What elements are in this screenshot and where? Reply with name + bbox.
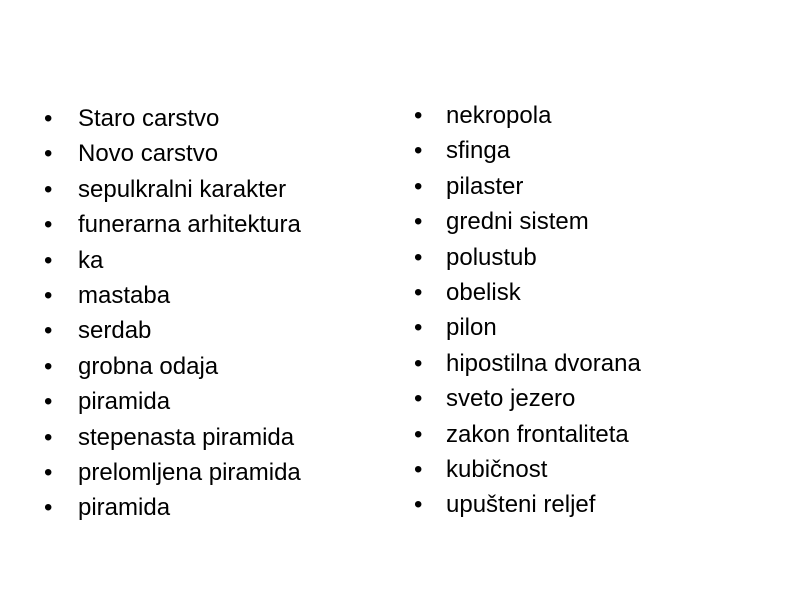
list-item-label: nekropola — [446, 102, 552, 129]
list-item — [44, 278, 384, 313]
list-item-label: kubičnost — [446, 455, 548, 483]
list-item — [414, 240, 784, 275]
list-item — [44, 349, 384, 384]
list-item — [414, 275, 784, 310]
bullet-icon: • — [44, 458, 53, 486]
list-item-label: pilaster — [446, 172, 524, 200]
list-item — [44, 243, 384, 278]
bullet-icon: • — [44, 140, 53, 168]
list-item — [44, 313, 384, 348]
list-item — [414, 133, 784, 168]
list-item-label: obelisk — [446, 278, 521, 306]
list-item-label: prelomljena piramida — [78, 458, 301, 486]
list-item-label: Novo carstvo — [78, 140, 219, 168]
list-item-label: sfinga — [446, 137, 511, 165]
list-item — [44, 420, 384, 455]
list-item — [44, 101, 384, 136]
list-item-label: sepulkralni karakter — [78, 175, 287, 203]
bullet-icon: • — [44, 175, 53, 203]
list-item-label: polustub — [446, 243, 537, 271]
list-item — [44, 384, 384, 419]
list-item — [414, 310, 784, 345]
list-item-label: sveto jezero — [446, 385, 576, 413]
bullet-icon: • — [44, 281, 53, 309]
list-item — [414, 381, 784, 416]
list-item-label: pilon — [446, 314, 497, 342]
bullet-icon: • — [44, 423, 53, 451]
list-item — [44, 490, 384, 525]
list-item-label: mastaba — [78, 281, 171, 309]
list-item — [414, 204, 784, 239]
list-item — [414, 417, 784, 452]
bullet-icon: • — [414, 314, 423, 342]
list-item-label: hipostilna dvorana — [446, 349, 641, 377]
bullet-icon: • — [414, 349, 423, 377]
bullet-icon: • — [414, 385, 423, 413]
list-item — [414, 487, 784, 522]
list-item-label: gredni sistem — [446, 208, 589, 236]
bullet-icon: • — [414, 137, 423, 165]
right-term-list — [414, 98, 784, 523]
list-item-label: zakon frontaliteta — [446, 420, 629, 448]
bullet-icon: • — [44, 388, 53, 416]
list-item — [44, 455, 384, 490]
bullet-icon: • — [414, 491, 423, 519]
list-item-label: piramida — [78, 494, 171, 522]
bullet-icon: • — [44, 494, 53, 522]
list-item-label: stepenasta piramida — [78, 423, 295, 451]
bullet-icon: • — [44, 211, 53, 239]
bullet-icon: • — [414, 172, 423, 200]
bullet-icon: • — [414, 278, 423, 306]
list-item-label: ka — [78, 246, 104, 274]
bullet-icon: • — [414, 455, 423, 483]
list-item — [414, 452, 784, 487]
bullet-icon: • — [44, 352, 53, 380]
list-item-label: grobna odaja — [78, 352, 219, 380]
list-item-label: Staro carstvo — [78, 105, 220, 132]
bullet-icon: • — [44, 317, 53, 345]
list-item-label: piramida — [78, 388, 171, 416]
list-item-label: serdab — [78, 317, 152, 345]
list-item-label: funerarna arhitektura — [78, 211, 301, 239]
bullet-icon: • — [414, 243, 423, 271]
list-item — [414, 346, 784, 381]
list-item — [44, 172, 384, 207]
list-item-label: upušteni reljef — [446, 491, 596, 519]
bullet-icon: • — [414, 208, 423, 236]
bullet-icon: • — [414, 102, 423, 129]
list-item — [44, 207, 384, 242]
left-term-list — [44, 101, 384, 526]
list-item — [414, 98, 784, 133]
bullet-icon: • — [414, 420, 423, 448]
bullet-icon: • — [44, 246, 53, 274]
list-item — [44, 136, 384, 171]
bullet-icon: • — [44, 105, 53, 132]
list-item — [414, 169, 784, 204]
